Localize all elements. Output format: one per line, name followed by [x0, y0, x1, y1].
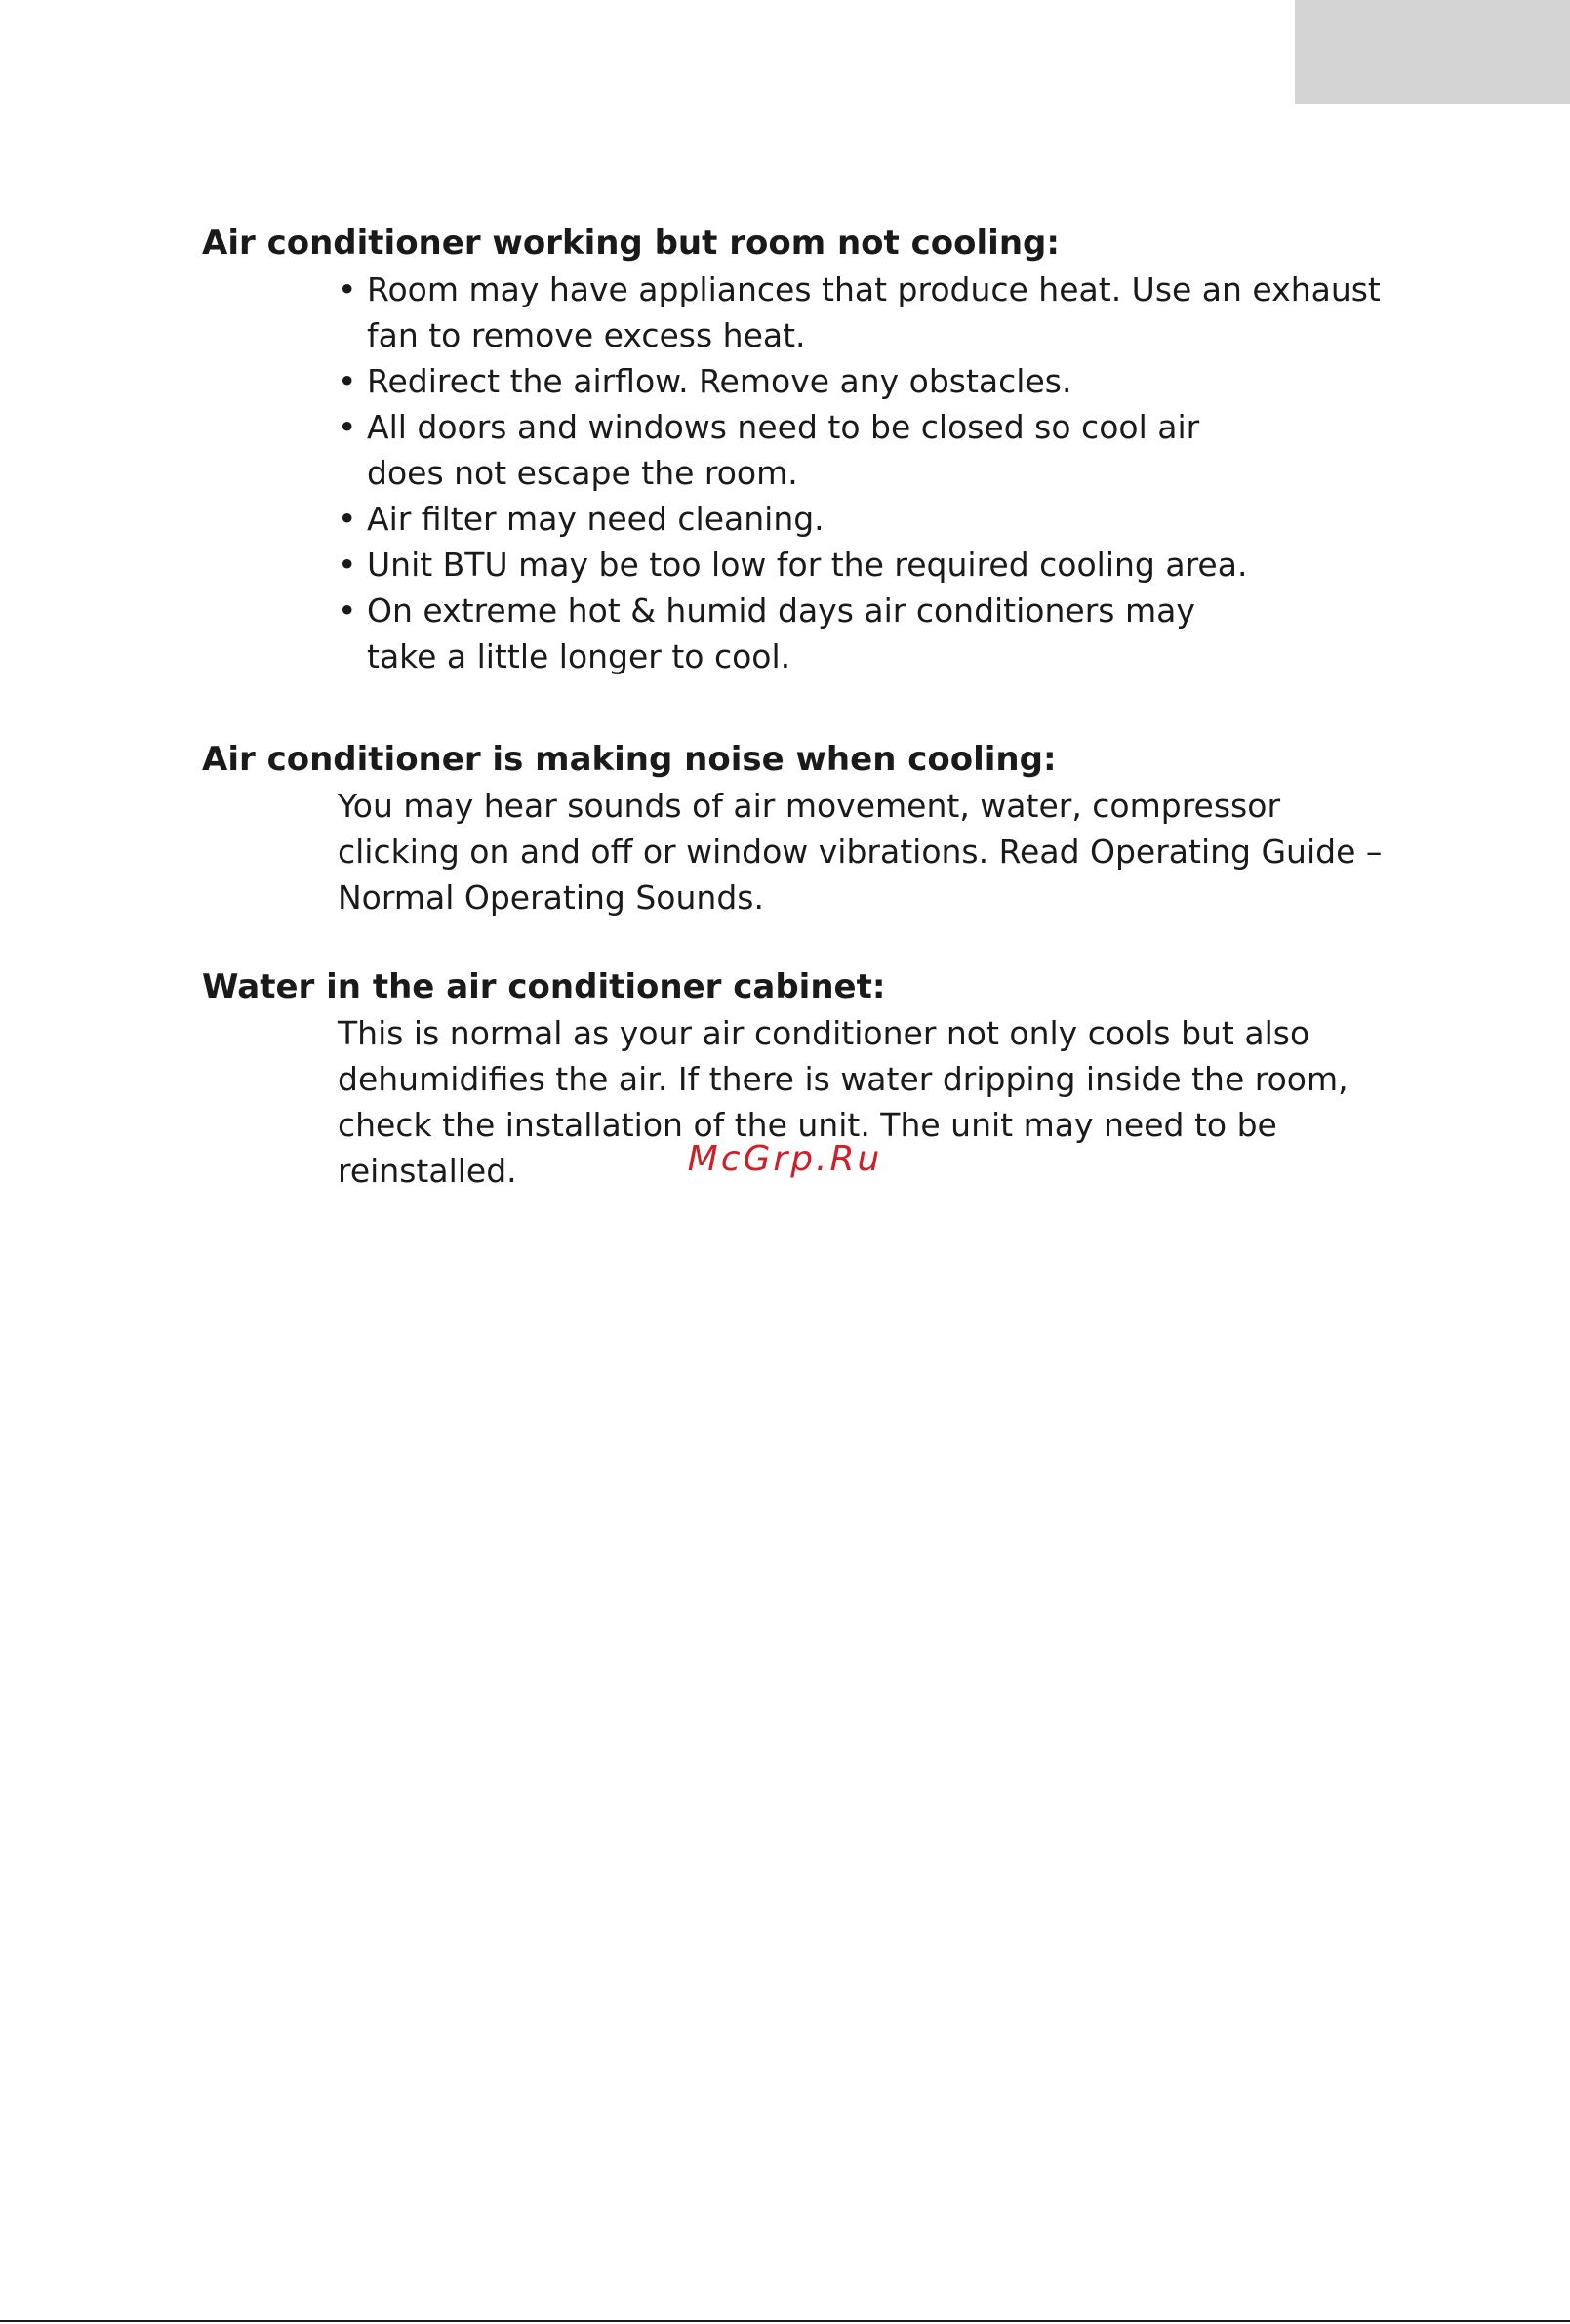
section-heading: Air conditioner working but room not cooling: — [202, 224, 1060, 263]
watermark: McGrp.Ru — [687, 1139, 883, 1179]
bullet-icon: • — [338, 546, 357, 584]
section-heading: Water in the air conditioner cabinet: — [202, 967, 886, 1006]
list-item-text: Air filter may need cleaning. — [367, 500, 825, 538]
section-noise — [202, 737, 1412, 920]
bullet-icon: • — [338, 591, 357, 630]
list-item — [338, 496, 1382, 542]
list-item — [338, 266, 1382, 358]
bullet-icon: • — [338, 408, 357, 446]
bullet-icon: • — [338, 500, 357, 538]
corner-tab — [1295, 0, 1570, 104]
list-item — [338, 588, 1226, 679]
list-item-text: Redirect the airflow. Remove any obstacles. — [367, 362, 1072, 400]
list-item-text: Unit BTU may be too low for the required cooling area. — [367, 546, 1248, 584]
list-item-text: On extreme hot & humid days air conditioners may take a little longer to cool. — [367, 591, 1195, 675]
section-body: You may hear sounds of air movement, water, compressor clicking on and off or window vibrations. Read Operating Guide – Normal Operating Sounds. — [338, 787, 1383, 917]
list-item-text: All doors and windows need to be closed so cool air does not escape the room. — [367, 408, 1200, 492]
list-item — [338, 542, 1382, 588]
bottom-rule — [0, 2320, 1570, 2322]
bullet-icon: • — [338, 362, 357, 400]
section-heading: Air conditioner is making noise when cooling: — [202, 740, 1057, 779]
bullet-icon: • — [338, 270, 357, 308]
list-item-text: Room may have appliances that produce heat. Use an exhaust fan to remove excess heat. — [367, 270, 1381, 354]
section-body: This is normal as your air conditioner not only cools but also dehumidifies the air. If there is water dripping inside the room, check the installation of the unit. The unit may need to be reinstalled. — [338, 1014, 1349, 1190]
list-item — [338, 358, 1382, 404]
section-not-cooling — [202, 221, 1412, 679]
bullet-list — [202, 266, 1412, 679]
list-item — [338, 404, 1235, 496]
